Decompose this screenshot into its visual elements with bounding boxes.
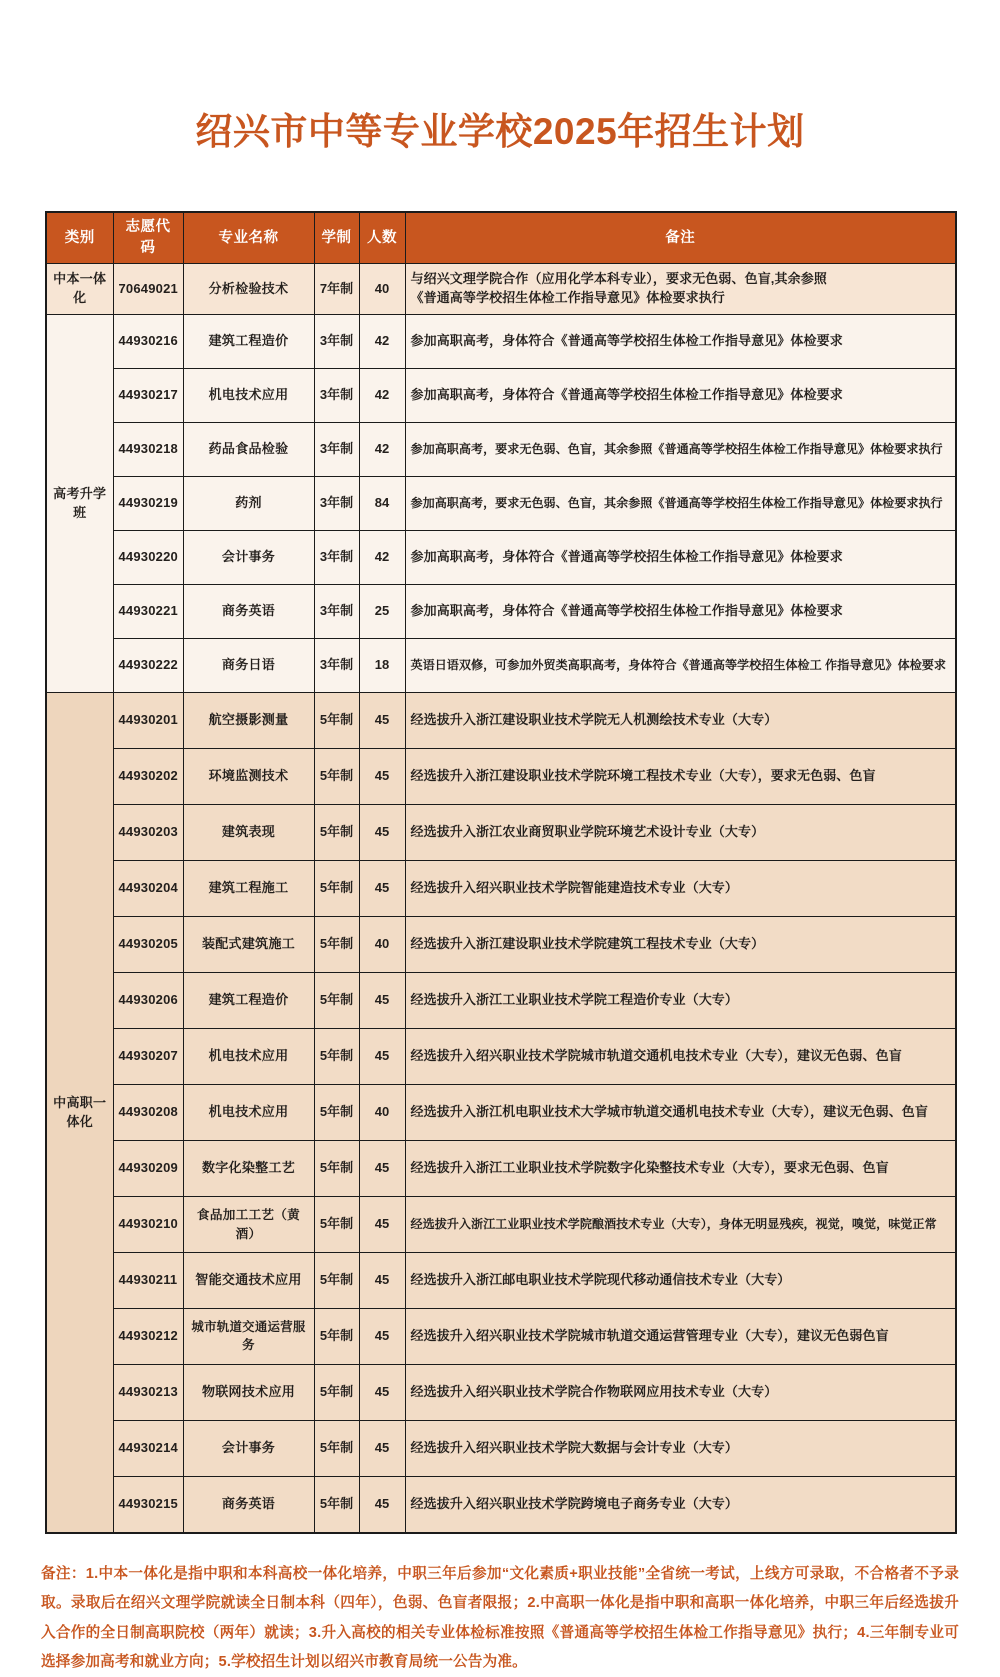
note-cell: 经选拔升入绍兴职业技术学院跨境电子商务专业（大专） xyxy=(405,1477,956,1534)
note-cell: 经选拔升入绍兴职业技术学院城市轨道交通机电技术专业（大专），建议无色弱、色盲 xyxy=(405,1029,956,1085)
column-header-code: 志愿代码 xyxy=(113,212,183,264)
table-row xyxy=(46,531,956,585)
table-row xyxy=(46,1253,956,1309)
count-cell: 45 xyxy=(359,1477,405,1534)
length-cell: 5年制 xyxy=(314,1029,359,1085)
major-cell: 食品加工工艺（黄酒） xyxy=(183,1197,314,1253)
length-cell: 3年制 xyxy=(314,369,359,423)
count-cell: 18 xyxy=(359,639,405,693)
count-cell: 45 xyxy=(359,1253,405,1309)
note-cell: 经选拔升入浙江工业职业技术学院工程造价专业（大专） xyxy=(405,973,956,1029)
code-cell: 44930221 xyxy=(113,585,183,639)
table-row xyxy=(46,1085,956,1141)
note-cell: 参加高职高考，身体符合《普通高等学校招生体检工作指导意见》体检要求 xyxy=(405,369,956,423)
count-cell: 45 xyxy=(359,749,405,805)
column-header-note: 备注 xyxy=(405,212,956,264)
major-cell: 会计事务 xyxy=(183,531,314,585)
length-cell: 5年制 xyxy=(314,1253,359,1309)
code-cell: 44930203 xyxy=(113,805,183,861)
major-cell: 机电技术应用 xyxy=(183,1029,314,1085)
code-cell: 44930217 xyxy=(113,369,183,423)
note-cell: 经选拔升入浙江建设职业技术学院建筑工程技术专业（大专） xyxy=(405,917,956,973)
note-cell: 经选拔升入浙江邮电职业技术学院现代移动通信技术专业（大专） xyxy=(405,1253,956,1309)
code-cell: 44930204 xyxy=(113,861,183,917)
category-cell-gaokao: 高考升学班 xyxy=(46,315,113,693)
major-cell: 环境监测技术 xyxy=(183,749,314,805)
code-cell: 44930214 xyxy=(113,1421,183,1477)
major-cell: 智能交通技术应用 xyxy=(183,1253,314,1309)
length-cell: 5年制 xyxy=(314,1141,359,1197)
table-row xyxy=(46,1029,956,1085)
note-cell xyxy=(405,264,956,315)
major-cell: 商务日语 xyxy=(183,639,314,693)
major-cell: 物联网技术应用 xyxy=(183,1365,314,1421)
note-cell: 经选拔升入浙江建设职业技术学院环境工程技术专业（大专），要求无色弱、色盲 xyxy=(405,749,956,805)
table-row xyxy=(46,973,956,1029)
column-header-length: 学制 xyxy=(314,212,359,264)
code-cell: 44930210 xyxy=(113,1197,183,1253)
table-row xyxy=(46,693,956,749)
table-header-row xyxy=(46,212,956,264)
footnote-text: 备注：1.中本一体化是指中职和本科高校一体化培养，中职三年后参加“文化素质+职业技能”全省统一考试，上线方可录取，不合格者不予录取。录取后在绍兴文理学院就读全日制本科（四年），色弱、色盲者限报；2.中高职一体化是指中职和高职一体化培养，中职三年后经选拔升入合作的全日制高职院校（两年）就读；3.升入高校的相关专业体检标准按照《普通高等学校招生体检工作指导意见》执行；4.三年制专业可选择参加高考和就业方向；5.学校招生计划以绍兴市教育局统一公告为准。 xyxy=(41,1566,959,1670)
table-row xyxy=(46,1197,956,1253)
count-cell: 40 xyxy=(359,917,405,973)
major-cell: 城市轨道交通运营服务 xyxy=(183,1309,314,1365)
length-cell: 5年制 xyxy=(314,749,359,805)
major-cell: 机电技术应用 xyxy=(183,369,314,423)
major-cell: 药品食品检验 xyxy=(183,423,314,477)
note-cell: 英语日语双修，可参加外贸类高职高考，身体符合《普通高等学校招生体检工 作指导意见》体检要求 xyxy=(405,639,956,693)
length-cell: 3年制 xyxy=(314,639,359,693)
major-cell: 药剂 xyxy=(183,477,314,531)
major-cell: 装配式建筑施工 xyxy=(183,917,314,973)
note-cell: 参加高职高考，要求无色弱、色盲，其余参照《普通高等学校招生体检工作指导意见》体检要求执行 xyxy=(405,423,956,477)
admission-plan-table xyxy=(45,211,957,1534)
length-cell: 5年制 xyxy=(314,917,359,973)
table-row xyxy=(46,917,956,973)
major-cell: 会计事务 xyxy=(183,1421,314,1477)
code-cell: 44930205 xyxy=(113,917,183,973)
column-header-count: 人数 xyxy=(359,212,405,264)
table-row xyxy=(46,1309,956,1365)
note-line-2: 《普通高等学校招生体检工作指导意见》体检要求执行 xyxy=(410,290,725,306)
length-cell: 5年制 xyxy=(314,1477,359,1534)
count-cell: 25 xyxy=(359,585,405,639)
plan-table-container xyxy=(45,211,955,1534)
note-cell: 经选拔升入浙江工业职业技术学院数字化染整技术专业（大专），要求无色弱、色盲 xyxy=(405,1141,956,1197)
note-cell: 经选拔升入浙江机电职业技术大学城市轨道交通机电技术专业（大专），建议无色弱、色盲 xyxy=(405,1085,956,1141)
note-cell: 参加高职高考，身体符合《普通高等学校招生体检工作指导意见》体检要求 xyxy=(405,585,956,639)
length-cell: 3年制 xyxy=(314,315,359,369)
count-cell: 45 xyxy=(359,973,405,1029)
length-cell: 3年制 xyxy=(314,423,359,477)
count-cell: 42 xyxy=(359,423,405,477)
count-cell: 40 xyxy=(359,1085,405,1141)
major-cell: 航空摄影测量 xyxy=(183,693,314,749)
major-cell: 商务英语 xyxy=(183,1477,314,1534)
length-cell: 5年制 xyxy=(314,805,359,861)
major-cell: 机电技术应用 xyxy=(183,1085,314,1141)
count-cell: 40 xyxy=(359,264,405,315)
table-row xyxy=(46,315,956,369)
table-row xyxy=(46,369,956,423)
table-row xyxy=(46,1141,956,1197)
table-row xyxy=(46,264,956,315)
code-cell: 44930208 xyxy=(113,1085,183,1141)
code-cell: 44930202 xyxy=(113,749,183,805)
major-cell: 商务英语 xyxy=(183,585,314,639)
category-cell-zhonggaozhi: 中高职一体化 xyxy=(46,693,113,1534)
length-cell: 5年制 xyxy=(314,1309,359,1365)
note-line-1: 与绍兴文理学院合作（应用化学本科专业），要求无色弱、色盲,其余参照 xyxy=(410,271,827,287)
length-cell: 5年制 xyxy=(314,1421,359,1477)
count-cell: 45 xyxy=(359,1365,405,1421)
note-cell: 参加高职高考，要求无色弱、色盲，其余参照《普通高等学校招生体检工作指导意见》体检要求执行 xyxy=(405,477,956,531)
code-cell: 44930201 xyxy=(113,693,183,749)
table-row xyxy=(46,477,956,531)
table-row xyxy=(46,1421,956,1477)
code-cell: 44930220 xyxy=(113,531,183,585)
count-cell: 42 xyxy=(359,315,405,369)
title-container xyxy=(0,0,1000,178)
code-cell: 44930211 xyxy=(113,1253,183,1309)
count-cell: 45 xyxy=(359,1141,405,1197)
major-cell: 建筑工程造价 xyxy=(183,315,314,369)
length-cell: 5年制 xyxy=(314,1085,359,1141)
code-cell: 44930218 xyxy=(113,423,183,477)
table-body xyxy=(46,264,956,1534)
count-cell: 45 xyxy=(359,693,405,749)
count-cell: 45 xyxy=(359,1309,405,1365)
length-cell: 3年制 xyxy=(314,477,359,531)
code-cell: 44930206 xyxy=(113,973,183,1029)
length-cell: 5年制 xyxy=(314,973,359,1029)
note-cell: 经选拔升入绍兴职业技术学院大数据与会计专业（大专） xyxy=(405,1421,956,1477)
table-row xyxy=(46,1477,956,1534)
code-cell: 44930222 xyxy=(113,639,183,693)
count-cell: 45 xyxy=(359,1421,405,1477)
table-row xyxy=(46,749,956,805)
column-header-major: 专业名称 xyxy=(183,212,314,264)
note-cell: 经选拔升入浙江工业职业技术学院酿酒技术专业（大专），身体无明显残疾，视觉，嗅觉，味觉正常 xyxy=(405,1197,956,1253)
count-cell: 45 xyxy=(359,1029,405,1085)
code-cell: 44930209 xyxy=(113,1141,183,1197)
table-row xyxy=(46,639,956,693)
table-row xyxy=(46,805,956,861)
note-cell: 经选拔升入浙江建设职业技术学院无人机测绘技术专业（大专） xyxy=(405,693,956,749)
major-cell: 建筑表现 xyxy=(183,805,314,861)
table-row xyxy=(46,585,956,639)
major-cell: 分析检验技术 xyxy=(183,264,314,315)
page-title: 绍兴市中等专业学校2025年招生计划 xyxy=(195,110,805,152)
length-cell: 5年制 xyxy=(314,693,359,749)
column-header-category: 类别 xyxy=(46,212,113,264)
length-cell: 7年制 xyxy=(314,264,359,315)
code-cell: 44930212 xyxy=(113,1309,183,1365)
code-cell: 44930215 xyxy=(113,1477,183,1534)
table-row xyxy=(46,1365,956,1421)
code-cell: 44930216 xyxy=(113,315,183,369)
count-cell: 45 xyxy=(359,805,405,861)
count-cell: 42 xyxy=(359,369,405,423)
note-cell: 参加高职高考，身体符合《普通高等学校招生体检工作指导意见》体检要求 xyxy=(405,315,956,369)
major-cell: 建筑工程造价 xyxy=(183,973,314,1029)
table-header xyxy=(46,212,956,264)
major-cell: 建筑工程施工 xyxy=(183,861,314,917)
length-cell: 5年制 xyxy=(314,1365,359,1421)
note-cell: 参加高职高考，身体符合《普通高等学校招生体检工作指导意见》体检要求 xyxy=(405,531,956,585)
code-cell: 44930219 xyxy=(113,477,183,531)
length-cell: 5年制 xyxy=(314,1197,359,1253)
count-cell: 45 xyxy=(359,861,405,917)
length-cell: 3年制 xyxy=(314,585,359,639)
code-cell: 70649021 xyxy=(113,264,183,315)
major-cell: 数字化染整工艺 xyxy=(183,1141,314,1197)
note-cell: 经选拔升入浙江农业商贸职业学院环境艺术设计专业（大专） xyxy=(405,805,956,861)
table-row xyxy=(46,861,956,917)
code-cell: 44930213 xyxy=(113,1365,183,1421)
category-cell-zhongben: 中本一体化 xyxy=(46,264,113,315)
count-cell: 42 xyxy=(359,531,405,585)
code-cell: 44930207 xyxy=(113,1029,183,1085)
length-cell: 5年制 xyxy=(314,861,359,917)
note-cell: 经选拔升入绍兴职业技术学院合作物联网应用技术专业（大专） xyxy=(405,1365,956,1421)
table-row xyxy=(46,423,956,477)
count-cell: 45 xyxy=(359,1197,405,1253)
note-cell: 经选拔升入绍兴职业技术学院智能建造技术专业（大专） xyxy=(405,861,956,917)
length-cell: 3年制 xyxy=(314,531,359,585)
count-cell: 84 xyxy=(359,477,405,531)
note-cell: 经选拔升入绍兴职业技术学院城市轨道交通运营管理专业（大专），建议无色弱色盲 xyxy=(405,1309,956,1365)
